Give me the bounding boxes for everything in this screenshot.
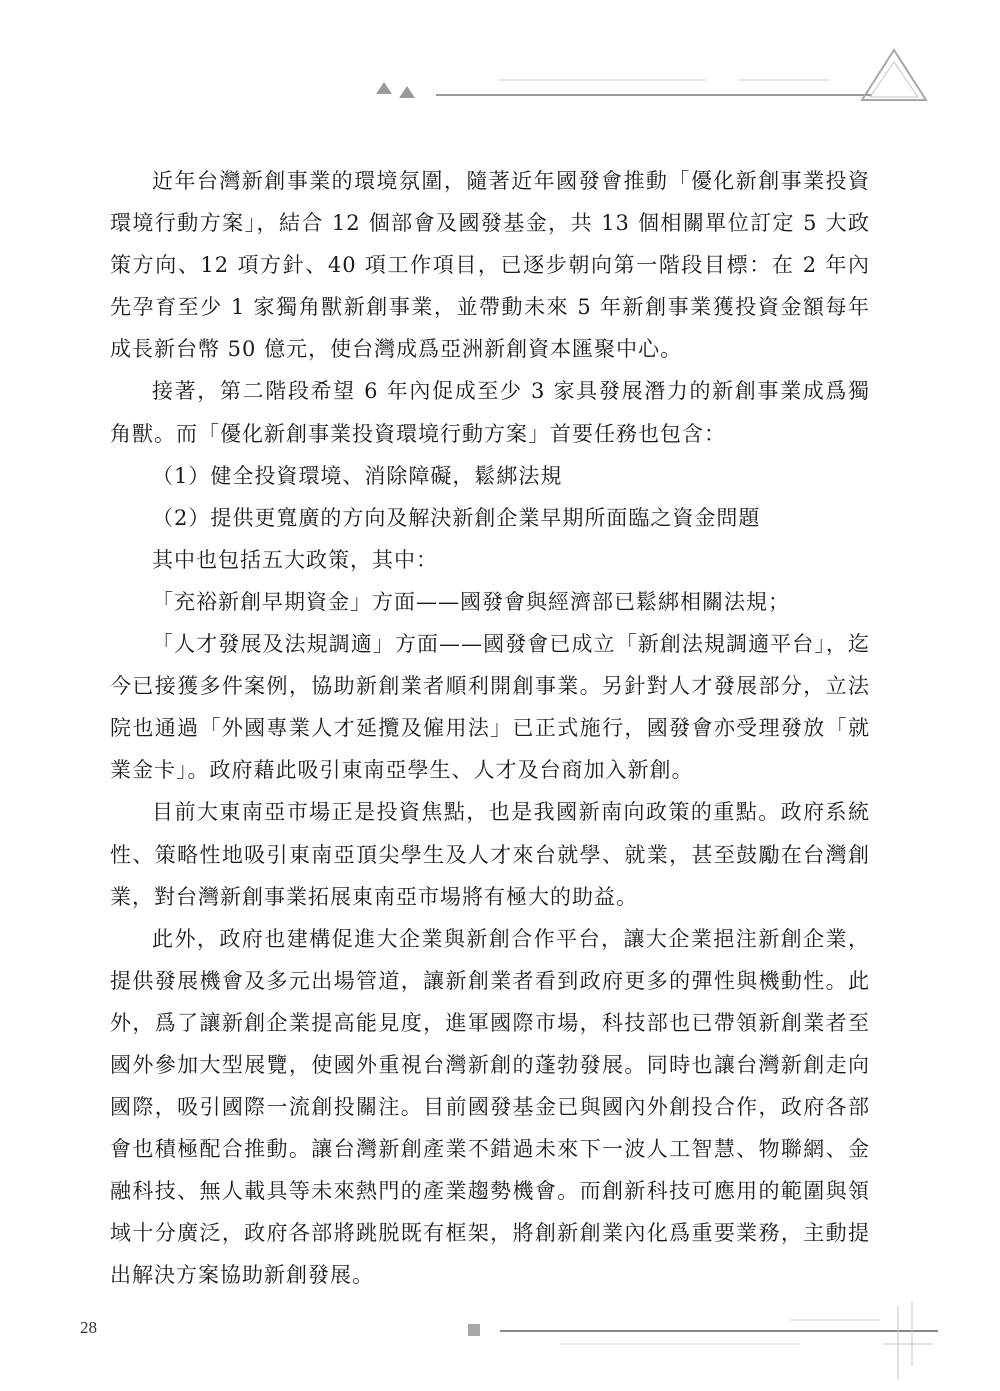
paragraph: 此外，政府也建構促進大企業與新創合作平台，讓大企業挹注新創企業，提供發展機會及多元出場管道，讓新創業者看到政府更多的彈性與機動性。此外，爲了讓新創企業提高能見度，進軍國際市場，科技部也已帶領新創業者至國外參加大型展覽，使國外重視台灣新創的蓬勃發展。同時也讓台灣新創走向國際，吸引國際一流創投關注。目前國發基金已與國內外創投合作，政府各部會也積極配合推動。讓台灣新創產業不錯過未來下一波人工智慧、物聯網、金融科技、無人載具等未來熱門的產業趨勢機會。而創新科技可應用的範圍與領域十分廣泛，政府各部將跳脱既有框架，將創新創業內化爲重要業務，主動提出解決方案協助新創發展。	[110, 926, 870, 1288]
paragraph: 目前大東南亞市場正是投資焦點，也是我國新南向政策的重點。政府系統性、策略性地吸引東南亞頂尖學生及人才來台就學、就業，甚至鼓勵在台灣創業，對台灣新創事業拓展東南亞市場將有極大的助益。	[110, 800, 870, 909]
list-item: （1）健全投資環境、消除障礙，鬆綁法規	[152, 463, 563, 488]
paragraph: 「人才發展及法規調適」方面——國發會已成立「新創法規調適平台」，迄今已接獲多件案例，協助新創業者順利開創事業。另針對人才發展部分，立法院也通過「外國專業人才延攬及僱用法」已正式施行，國發會亦受理發放「就業金卡」。政府藉此吸引東南亞學生、人才及台商加入新創。	[110, 632, 870, 783]
paragraph: 「充裕新創早期資金」方面——國發會與經濟部已鬆綁相關法規；	[152, 589, 790, 614]
paragraph: 接著，第二階段希望 6 年內促成至少 3 家具發展潛力的新創事業成爲獨角獸。而「優化新創事業投資環境行動方案」首要任務也包含：	[110, 379, 870, 446]
outline-triangle-icon	[870, 62, 918, 97]
paragraph: 其中也包括五大政策，其中：	[152, 547, 438, 572]
outline-triangle-icon	[862, 50, 926, 100]
small-triangle-icon	[399, 86, 415, 98]
list-item: （2）提供更寬廣的方向及解決新創企業早期所面臨之資金問題	[152, 505, 761, 530]
page-number: 28	[80, 1318, 97, 1337]
footer-decoration	[0, 1300, 1000, 1391]
body-text	[110, 160, 870, 1297]
small-triangle-icon	[376, 82, 392, 94]
small-square-icon	[468, 1324, 480, 1336]
paragraph: 近年台灣新創事業的環境氛圍，隨著近年國發會推動「優化新創事業投資環境行動方案」，結合 12 個部會及國發基金，共 13 個相關單位訂定 5 大政策方向、12 項方針、40 項工作項目，已逐步朝向第一階段目標：在 2 年內先孕育至少 1 家獨角獸新創事業，並帶動未來 5 年新創事業獲投資金額每年成長新台幣 50 億元，使台灣成爲亞洲新創資本匯聚中心。	[110, 169, 870, 362]
header-decoration	[0, 0, 1000, 120]
